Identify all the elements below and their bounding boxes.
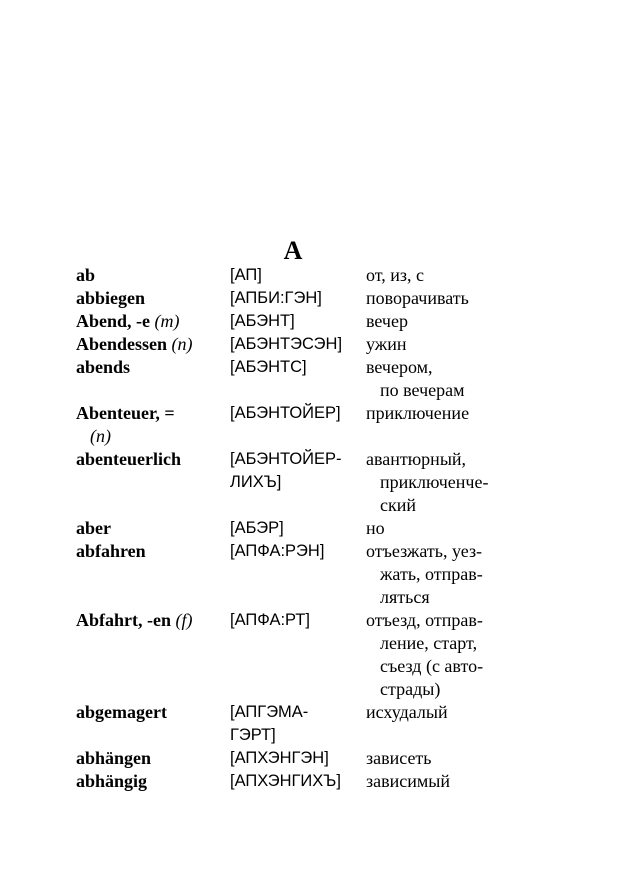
dictionary-entry <box>76 517 536 540</box>
headword-text: Abfahrt, -en <box>76 610 176 630</box>
entry-headword <box>76 356 230 379</box>
headword-line <box>76 701 230 724</box>
entry-translation <box>366 287 536 310</box>
translation-line: но <box>366 518 385 538</box>
entry-pronunciation <box>230 264 366 287</box>
headword-text: abfahren <box>76 541 146 561</box>
translation-line: ужин <box>366 334 407 354</box>
dictionary-entry <box>76 448 536 517</box>
gender-marker: (f) <box>175 610 193 630</box>
headword-text: Abend, -e <box>76 311 155 331</box>
entry-headword <box>76 770 230 793</box>
translation-line: зависимый <box>366 771 450 791</box>
translation-line: отъезжать, уез- <box>366 541 483 561</box>
entry-pronunciation <box>230 517 366 540</box>
dictionary-entry <box>76 333 536 356</box>
pronunciation-line: [АПХЭНГИХЪ] <box>230 772 341 790</box>
dictionary-entry <box>76 310 536 333</box>
translation-line: вечером, <box>366 357 433 377</box>
headword-text: abends <box>76 357 131 377</box>
entry-translation <box>366 701 536 724</box>
pronunciation-line: [АБЭНТС] <box>230 358 307 376</box>
pronunciation-line: [АПФА:РТ] <box>230 611 310 629</box>
dictionary-entry <box>76 402 536 448</box>
translation-line: вечер <box>366 311 408 331</box>
dictionary-entry <box>76 264 536 287</box>
entry-translation <box>366 770 536 793</box>
pronunciation-line: [АП] <box>230 266 262 284</box>
translation-line: поворачивать <box>366 288 469 308</box>
entry-headword <box>76 333 230 356</box>
headword-line <box>76 540 230 563</box>
entry-pronunciation <box>230 747 366 770</box>
dictionary-entry <box>76 540 536 609</box>
translation-line: ский <box>380 495 416 515</box>
pronunciation-line: [АПГЭМА- <box>230 703 309 721</box>
entry-translation <box>366 402 536 425</box>
entry-pronunciation <box>230 402 366 425</box>
translation-line: жать, отправ- <box>380 564 483 584</box>
entry-translation <box>366 333 536 356</box>
translation-line: отъезд, отправ- <box>366 610 483 630</box>
dictionary-entry <box>76 770 536 793</box>
entry-pronunciation <box>230 701 366 747</box>
dictionary-entry <box>76 609 536 701</box>
entry-translation <box>366 448 536 517</box>
entry-headword <box>76 701 230 724</box>
entry-translation <box>366 747 536 770</box>
headword-text: abenteuerlich <box>76 449 181 469</box>
dictionary-entries <box>76 264 536 793</box>
pronunciation-line: [АПФА:РЭН] <box>230 542 325 560</box>
entry-pronunciation <box>230 540 366 563</box>
headword-text: Abenteuer, = <box>76 403 175 423</box>
entry-headword <box>76 264 230 287</box>
pronunciation-line: [АБЭНТЭСЭН] <box>230 335 343 353</box>
gender-marker: (m) <box>154 311 180 331</box>
translation-line: приключение <box>366 403 470 423</box>
headword-line <box>76 517 230 540</box>
gender-marker: (n) <box>171 334 193 354</box>
headword-line <box>76 333 230 356</box>
entry-translation <box>366 264 536 287</box>
pronunciation-line: ГЭРТ] <box>230 726 276 744</box>
pronunciation-line: [АБЭР] <box>230 519 284 537</box>
translation-line: ление, старт, <box>380 633 478 653</box>
dictionary-entry <box>76 701 536 747</box>
headword-line <box>76 356 230 379</box>
entry-translation <box>366 310 536 333</box>
headword-text: abgemagert <box>76 702 167 722</box>
entry-headword <box>76 287 230 310</box>
headword-line <box>76 310 230 333</box>
entry-pronunciation <box>230 448 366 494</box>
entry-headword <box>76 310 230 333</box>
pronunciation-line: [АПХЭНГЭН] <box>230 749 329 767</box>
headword-text: abhängen <box>76 748 152 768</box>
pronunciation-line: [АБЭНТОЙЕР] <box>230 404 341 422</box>
entry-pronunciation <box>230 609 366 632</box>
pronunciation-line: [АПБИ:ГЭН] <box>230 289 322 307</box>
translation-line: авантюрный, <box>366 449 467 469</box>
headword-line <box>76 770 230 793</box>
headword-line <box>76 264 230 287</box>
entry-headword <box>76 609 230 632</box>
entry-translation <box>366 540 536 609</box>
entry-translation <box>366 356 536 402</box>
pronunciation-line: [АБЭНТ] <box>230 312 295 330</box>
dictionary-entry <box>76 356 536 402</box>
headword-text: aber <box>76 518 111 538</box>
entry-headword <box>76 747 230 770</box>
gender-marker: (n) <box>90 426 111 446</box>
translation-line: от, из, с <box>366 265 425 285</box>
headword-line <box>76 747 230 770</box>
entry-headword <box>76 540 230 563</box>
entry-pronunciation <box>230 310 366 333</box>
headword-line <box>76 448 230 471</box>
dictionary-entry <box>76 747 536 770</box>
translation-line: страды) <box>380 679 441 699</box>
entry-pronunciation <box>230 770 366 793</box>
entry-pronunciation <box>230 333 366 356</box>
headword-text: abhängig <box>76 771 148 791</box>
pronunciation-line: [АБЭНТОЙЕР- <box>230 450 342 468</box>
entry-translation <box>366 517 536 540</box>
dictionary-entry <box>76 287 536 310</box>
entry-pronunciation <box>230 356 366 379</box>
headword-line <box>76 425 230 448</box>
headword-text: abbiegen <box>76 288 146 308</box>
headword-line <box>76 287 230 310</box>
entry-headword <box>76 517 230 540</box>
headword-text: Abendessen <box>76 334 172 354</box>
entry-headword <box>76 402 230 448</box>
translation-line: зависеть <box>366 748 432 768</box>
translation-line: съезд (с авто- <box>380 656 484 676</box>
translation-line: ляться <box>380 587 430 607</box>
translation-line: по вечерам <box>380 380 465 400</box>
headword-line <box>76 609 230 632</box>
entry-headword <box>76 448 230 471</box>
pronunciation-line: ЛИХЪ] <box>230 473 282 491</box>
headword-line <box>76 402 230 425</box>
translation-line: исхудалый <box>366 702 448 722</box>
section-letter-heading: A <box>283 236 303 265</box>
entry-translation <box>366 609 536 701</box>
translation-line: приключенче- <box>380 472 489 492</box>
headword-text: ab <box>76 265 96 285</box>
entry-pronunciation <box>230 287 366 310</box>
